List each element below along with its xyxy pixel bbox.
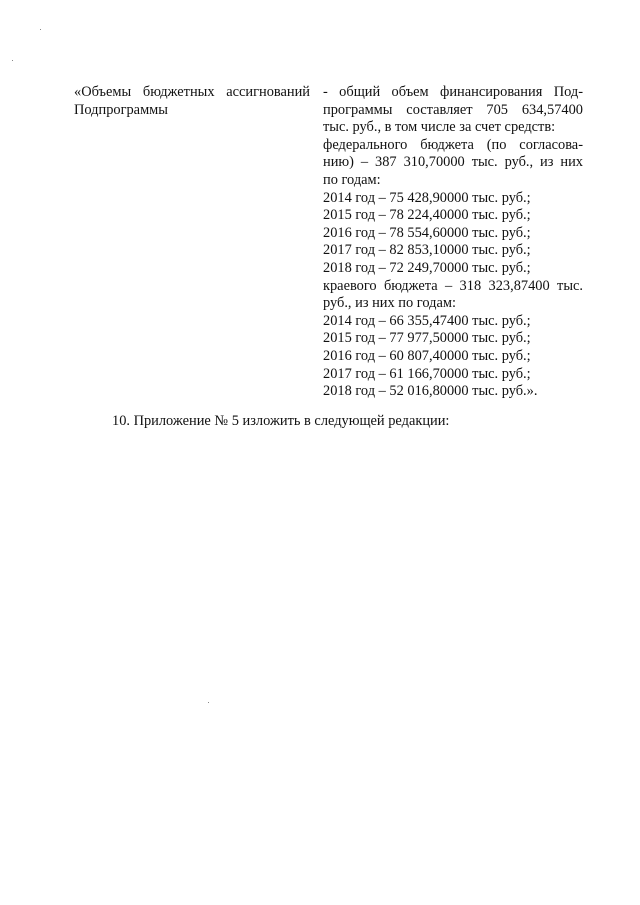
regional-year-line: 2018 год – 52 016,80000 тыс. руб.».: [323, 383, 538, 400]
regional-year-line: 2015 год – 77 977,50000 тыс. руб.;: [323, 330, 531, 347]
federal-year-line: 2015 год – 78 224,40000 тыс. руб.;: [323, 207, 531, 224]
federal-year-line: 2018 год – 72 249,70000 тыс. руб.;: [323, 259, 531, 276]
federal-year-line: 2014 год – 75 428,90000 тыс. руб.;: [323, 189, 531, 206]
value-line: - общий объем финансирования Под-: [323, 84, 583, 100]
value-line: по годам:: [323, 171, 381, 188]
label-line: «Объемы бюджетных ассигнований: [74, 84, 310, 100]
value-line: руб., из них по годам:: [323, 295, 456, 312]
value-line: программы составляет 705 634,57400: [323, 101, 583, 118]
federal-year-line: 2016 год – 78 554,60000 тыс. руб.;: [323, 224, 531, 241]
value-line: федерального бюджета (по согласова-: [323, 136, 583, 153]
scan-speck: [12, 60, 13, 61]
scan-speck: [208, 702, 209, 703]
regional-year-line: 2016 год – 60 807,40000 тыс. руб.;: [323, 347, 531, 364]
paragraph-item-10: 10. Приложение № 5 изложить в следующей редакции:: [112, 413, 450, 429]
regional-year-line: 2014 год – 66 355,47400 тыс. руб.;: [323, 312, 531, 329]
value-line: краевого бюджета – 318 323,87400 тыс.: [323, 277, 583, 294]
budget-allocations-value: [323, 84, 583, 401]
budget-allocations-label: [74, 84, 310, 119]
value-line: тыс. руб., в том числе за счет средств:: [323, 119, 556, 136]
scan-speck: [40, 29, 41, 30]
federal-year-line: 2017 год – 82 853,10000 тыс. руб.;: [323, 242, 531, 259]
value-line: нию) – 387 310,70000 тыс. руб., из них: [323, 154, 583, 171]
regional-year-line: 2017 год – 61 166,70000 тыс. руб.;: [323, 365, 531, 382]
label-line: Подпрограммы: [74, 101, 168, 118]
